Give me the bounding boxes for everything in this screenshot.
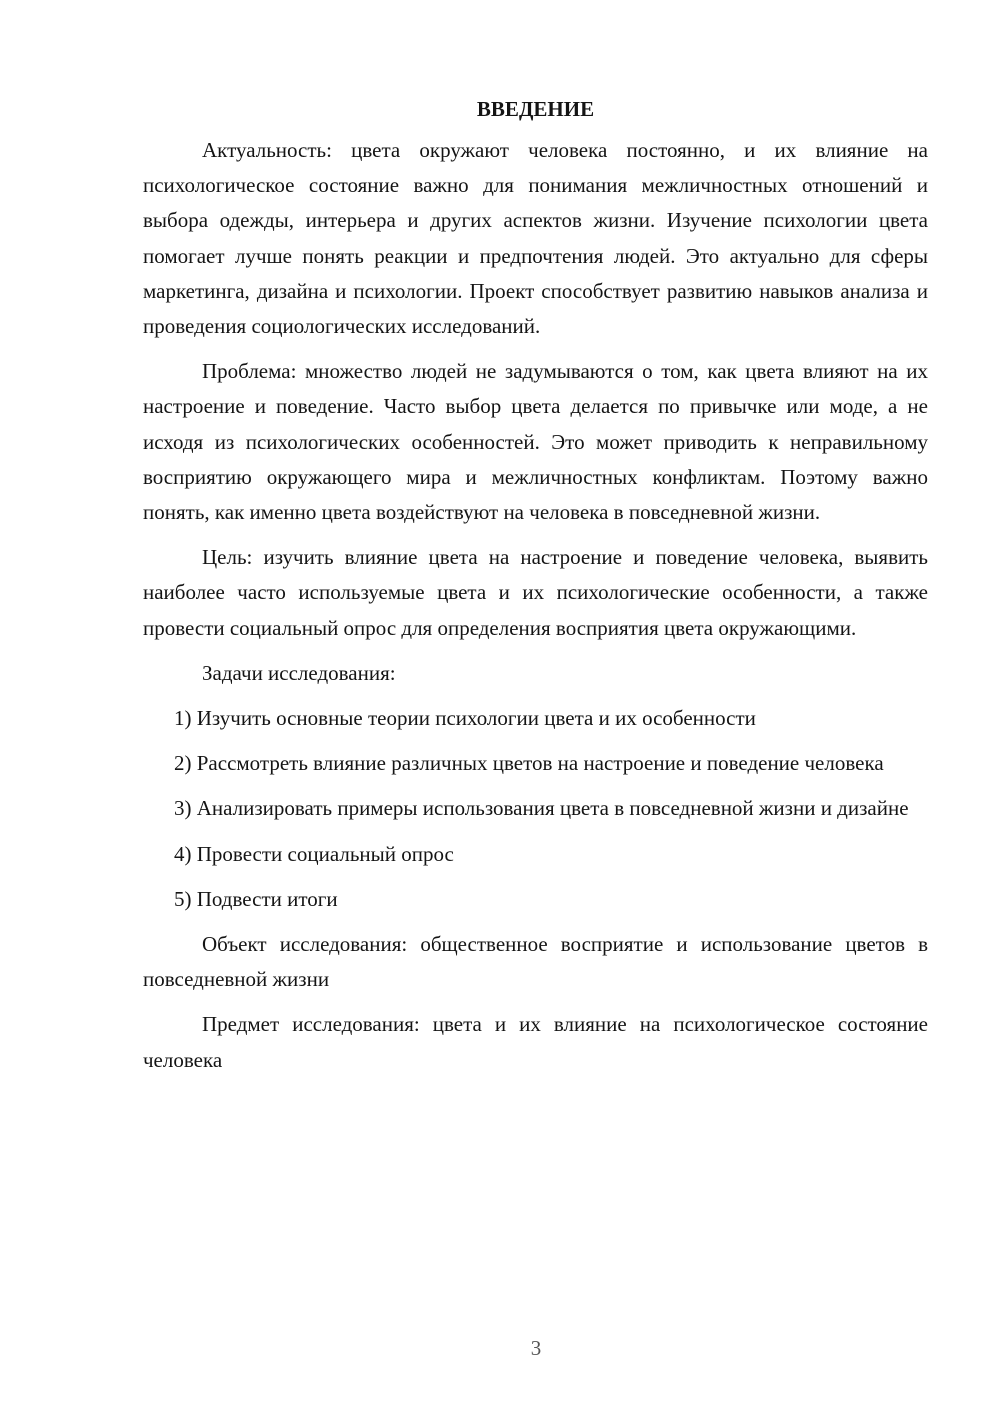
- task-item: 2) Рассмотреть влияние различных цветов на настроение и поведение человека: [174, 751, 884, 776]
- tasks-heading: Задачи исследования:: [202, 660, 396, 685]
- document-title: ВВЕДЕНИЕ: [476, 97, 595, 121]
- problem-paragraph: Проблема: множество людей не задумываются о том, как цвета влияют на их настроение и поведение. Часто выбор цвета делается по привычке или моде, а не исходя из психологических особенностей. Это может приводить к неправильному восприятию окружающего мира и межличностных конфликтам. Поэтому важно понять, как именно цвета воздействуют на человека в повседневной жизни.: [143, 359, 928, 525]
- page-number: 3: [530, 1336, 542, 1360]
- task-item: 4) Провести социальный опрос: [174, 841, 454, 866]
- object-paragraph: Объект исследования: общественное восприятие и использование цветов в повседневной жизни: [143, 932, 928, 992]
- relevance-paragraph: Актуальность: цвета окружают человека постоянно, и их влияние на психологическое состояние важно для понимания межличностных отношений и выбора одежды, интерьера и других аспектов жизни. Изучение психологии цвета помогает лучше понять реакции и предпочтения людей. Это актуально для сферы маркетинга, дизайна и психологии. Проект способствует развитию навыков анализа и проведения социологических исследований.: [143, 138, 928, 339]
- goal-paragraph: Цель: изучить влияние цвета на настроение и поведение человека, выявить наиболее часто используемые цвета и их психологические особенности, а также провести социальный опрос для определения восприятия цвета окружающими.: [143, 545, 928, 640]
- subject-paragraph: Предмет исследования: цвета и их влияние на психологическое состояние человека: [143, 1012, 928, 1072]
- task-item: 3) Анализировать примеры использования цвета в повседневной жизни и дизайне: [174, 796, 909, 821]
- task-item: 1) Изучить основные теории психологии цвета и их особенности: [174, 706, 756, 731]
- document-page: [143, 95, 928, 1088]
- task-item: 5) Подвести итоги: [174, 886, 338, 911]
